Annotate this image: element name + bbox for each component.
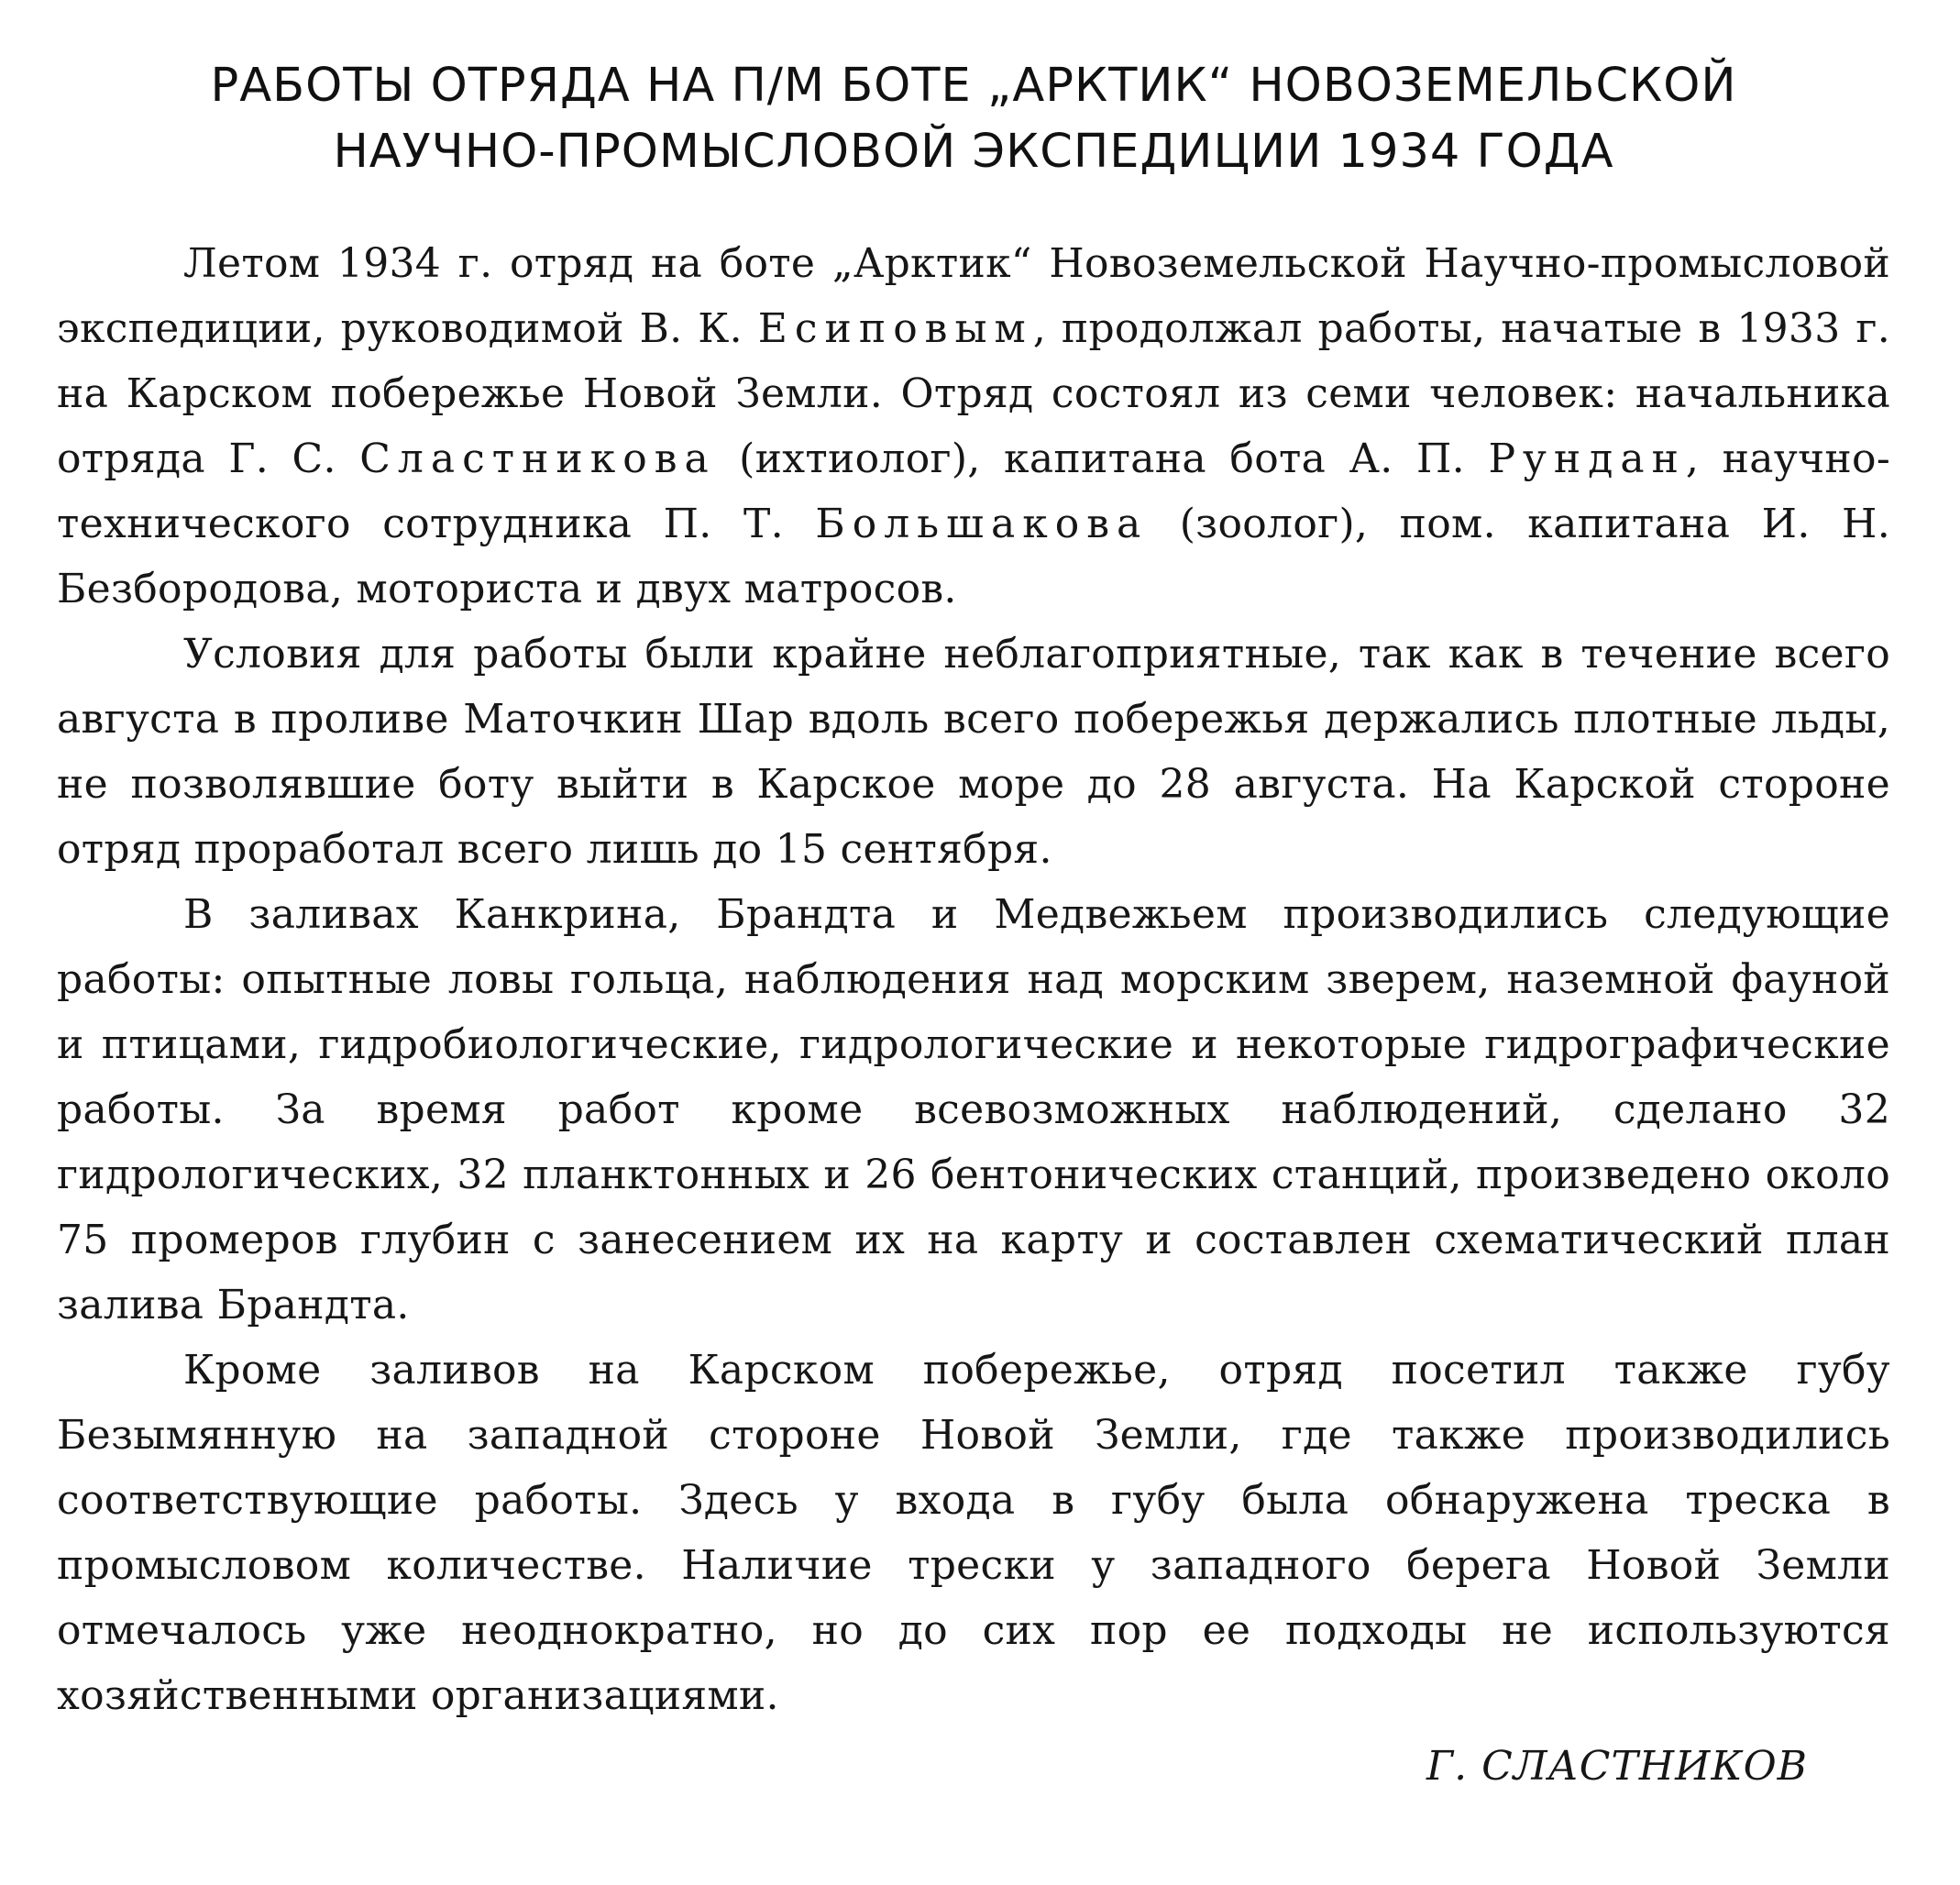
paragraph-1: [57, 231, 1890, 622]
paragraph-1-part-a: Летом 1934 г. отряд на боте „Арктик“ Новоземельской Научно-промысловой экспедиции, руководимой В. К.: [57, 240, 1890, 352]
title-line-2: НАУЧНО-ПРОМЫСЛОВОЙ ЭКСПЕДИЦИИ 1934 ГОДА: [333, 125, 1614, 179]
name-bolshakov: Большакова: [815, 501, 1149, 547]
paragraph-3: В заливах Канкрина, Брандта и Медвежьем производились следующие работы: опытные ловы гольца, наблюдения над морским зверем, наземной фауной и птицами, гидробиологические, гидрологические и некоторые гидрографические работы. За время работ кроме всевозможных наблюдений, сделано 32 гидрологических, 32 планктонных и 26 бентонических станций, произведено около 75 промеров глубин с занесением их на карту и составлен схематический план залива Брандта.: [57, 891, 1890, 1328]
name-esipov: Есиповым: [757, 305, 1033, 352]
paragraph-4: Кроме заливов на Карском побережье, отряд посетил также губу Безымянную на западной стороне Новой Земли, где также производились соответствующие работы. Здесь у входа в губу была обнаружена треска в промысловом количестве. Наличие трески у западного берега Новой Земли отмечалось уже неоднократно, но до сих пор ее подходы не используются хозяйственными организациями.: [57, 1347, 1890, 1719]
article-body: [57, 231, 1890, 1728]
paragraph-1-part-d: , научно-технического сотрудника П. Т.: [57, 435, 1890, 547]
article-title: [57, 53, 1890, 185]
paragraph-1-part-b: , продолжал работы, начатые в 1933 г. на Карском побережье Новой Земли. Отряд состоял из семи человек: начальника отряда Г. С.: [57, 305, 1890, 482]
name-slastnikov: Сластникова: [359, 435, 716, 482]
paragraph-1-part-c: (ихтиолог), капитана бота А. П.: [715, 435, 1489, 482]
paragraph-1-part-e: (зоолог), пом. капитана И. Н. Безбородова, моториста и двух матросов.: [57, 501, 1891, 612]
title-line-1: РАБОТЫ ОТРЯДА НА П/М БОТЕ „АРКТИК“ НОВОЗЕМЕЛЬСКОЙ: [210, 59, 1737, 113]
author-signature: Г. СЛАСТНИКОВ: [1426, 1743, 1808, 1790]
name-rundan: Рундан: [1488, 435, 1686, 482]
article-page: [57, 53, 1890, 1799]
paragraph-2: Условия для работы были крайне неблагоприятные, так как в течение всего августа в проливе Маточкин Шар вдоль всего побережья держались плотные льды, не позволявшие боту выйти в Карское море до 28 августа. На Карской стороне отряд проработал всего лишь до 15 сентября.: [57, 631, 1890, 873]
